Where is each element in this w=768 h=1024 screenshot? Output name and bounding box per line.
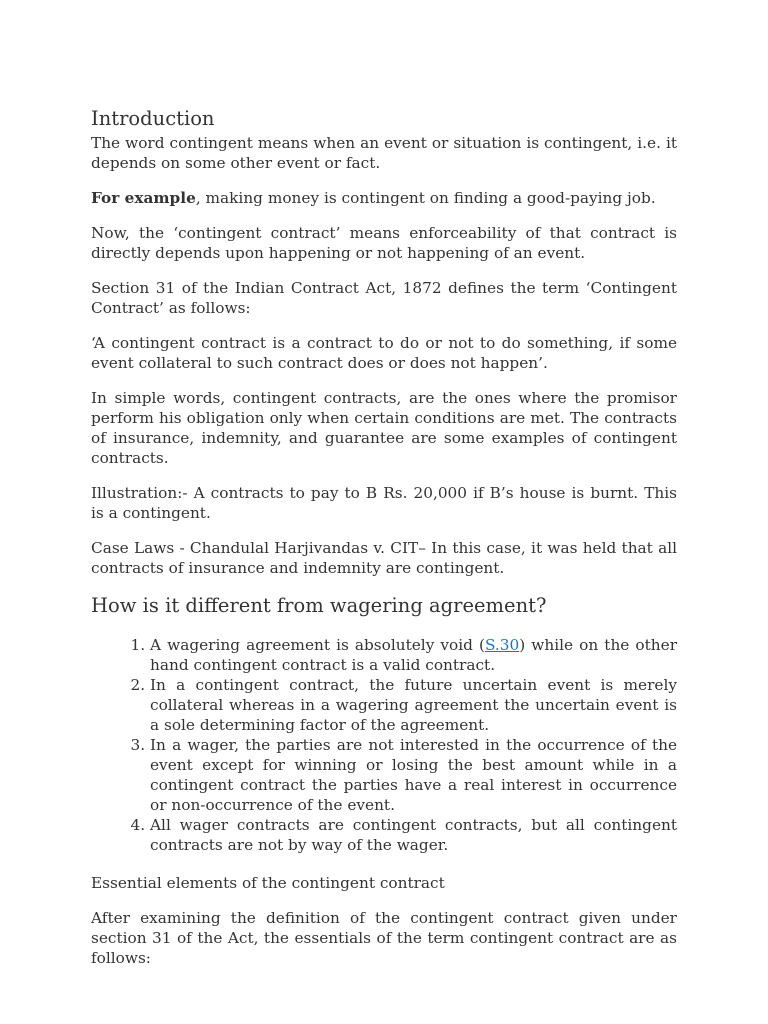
list-item-text: ) while on the other hand contingent contract is a valid contract. <box>150 636 678 674</box>
section-31-paragraph: Section 31 of the Indian Contract Act, 1872 defines the term ‘Contingent Contract’ as follows: <box>91 279 677 317</box>
example-paragraph <box>91 188 677 208</box>
essential-elements-heading: Essential elements of the contingent contract <box>91 874 445 892</box>
essentials-paragraph: After examining the definition of the contingent contract given under section 31 of the Act, the essentials of the term contingent contract are as follows: <box>91 909 677 967</box>
section-30-link[interactable]: S.30 <box>485 636 520 654</box>
list-item: 4. All wager contracts are contingent contracts, but all contingent contracts are not by way of the wager. <box>150 815 677 855</box>
list-item-text: A wagering agreement is absolutely void ( <box>150 636 485 654</box>
example-label: For example <box>91 189 196 207</box>
document-body <box>91 106 677 983</box>
example-text: , making money is contingent on finding a good-paying job. <box>195 189 656 207</box>
definition-quote: ‘A contingent contract is a contract to do or not to do something, if some event collateral to such contract does or does not happen’. <box>91 334 677 372</box>
definition-paragraph: The word contingent means when an event or situation is contingent, i.e. it depends on some other event or fact. <box>91 134 677 172</box>
case-laws-paragraph: Case Laws - Chandulal Harjivandas v. CIT– In this case, it was held that all contracts of insurance and indemnity are contingent. <box>91 539 677 577</box>
list-item: 3. In a wager, the parties are not interested in the occurrence of the event except for winning or losing the best amount while in a contingent contract the parties have a real interest in occurrence or non-occurrence of the event. <box>150 735 677 815</box>
illustration-paragraph: Illustration:- A contracts to pay to B Rs. 20,000 if B’s house is burnt. This is a contingent. <box>91 484 677 522</box>
list-item <box>150 635 677 675</box>
contingent-contract-paragraph: Now, the ‘contingent contract’ means enforceability of that contract is directly depends upon happening or not happening of an event. <box>91 224 677 262</box>
simple-words-paragraph: In simple words, contingent contracts, are the ones where the promisor perform his obligation only when certain conditions are met. The contracts of insurance, indemnity, and guarantee are some examples of contingent contracts. <box>91 389 677 467</box>
difference-heading: How is it different from wagering agreement? <box>91 594 547 617</box>
list-item: 2. In a contingent contract, the future uncertain event is merely collateral whereas in a wagering agreement the uncertain event is a sole determining factor of the agreement. <box>150 675 677 735</box>
difference-list <box>91 635 677 855</box>
introduction-heading: Introduction <box>91 107 215 130</box>
